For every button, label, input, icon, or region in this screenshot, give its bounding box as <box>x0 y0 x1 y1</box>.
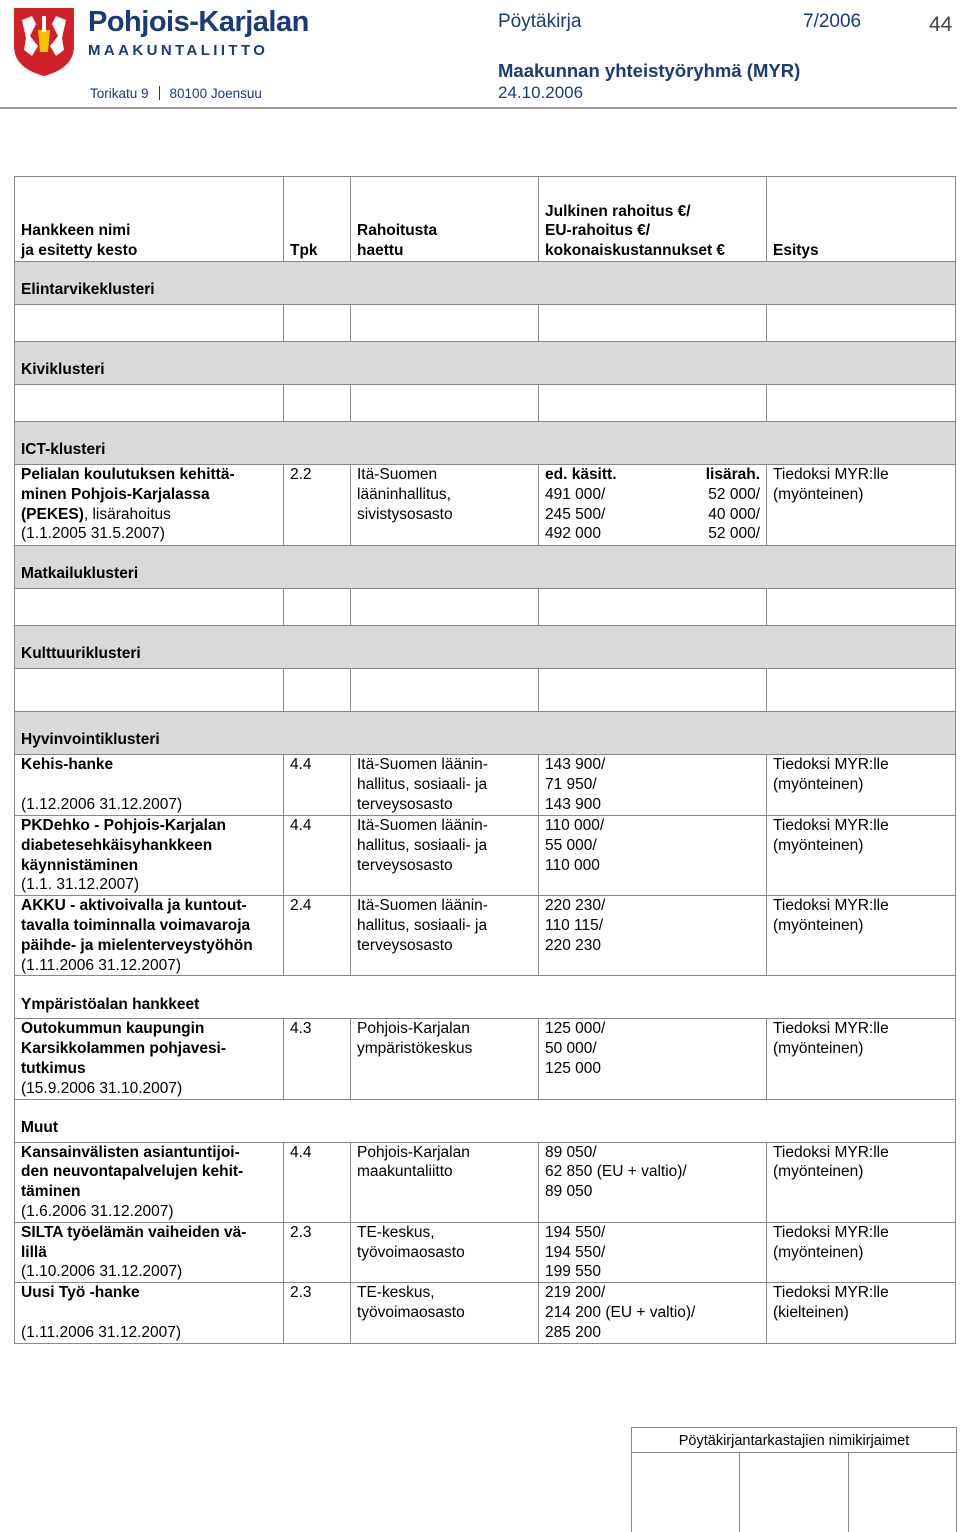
section-row <box>15 262 956 305</box>
table-row <box>15 1283 956 1343</box>
project-name-outokummun: Outokummun kaupungin Karsikkolammen pohjavesi- tutkimus (15.9.2006 31.10.2007) <box>15 1019 284 1099</box>
funding: 89 050/ 62 850 (EU + valtio)/ 89 050 <box>539 1142 767 1222</box>
section-kulttuuri: Kulttuuriklusteri <box>15 626 956 669</box>
section-row <box>15 1099 956 1142</box>
table-row <box>15 1142 956 1222</box>
project-name-silta: SILTA työelämän vaiheiden vä- lillä (1.10.2006 31.12.2007) <box>15 1222 284 1282</box>
section-row <box>15 712 956 755</box>
project-table <box>14 176 956 1344</box>
page-number: 44 <box>929 13 953 36</box>
funder: Itä-Suomen läänin- hallitus, sosiaali- ja terveysosasto <box>351 816 539 896</box>
section-muut: Muut <box>15 1099 956 1142</box>
empty-row <box>15 385 956 422</box>
esitys: Tiedoksi MYR:lle (myönteinen) <box>767 465 956 546</box>
table-row <box>15 1222 956 1282</box>
table-row <box>15 1019 956 1099</box>
esitys: Tiedoksi MYR:lle (myönteinen) <box>767 1142 956 1222</box>
funder: Itä-Suomen läänin- hallitus, sosiaali- ja terveysosasto <box>351 896 539 976</box>
coat-of-arms-logo <box>12 6 76 78</box>
table-row <box>15 755 956 816</box>
signature-box <box>631 1427 957 1532</box>
project-name-kehis: Kehis-hanke (1.12.2006 31.12.2007) <box>15 755 284 816</box>
funder: Pohjois-Karjalan ympäristökeskus <box>351 1019 539 1099</box>
section-hyvinvointi: Hyvinvointiklusteri <box>15 712 956 755</box>
tpk: 2.4 <box>284 896 351 976</box>
document-number: 7/2006 <box>803 11 862 32</box>
empty-row <box>15 305 956 342</box>
project-name-akku: AKKU - aktivoivalla ja kuntout- tavalla toiminnalla voimavaroja päihde- ja mielenterveystyöhön (1.11.2006 31.12.2007) <box>15 896 284 976</box>
funder: TE-keskus, työvoimaosasto <box>351 1283 539 1343</box>
header-name: Hankkeen nimi ja esitetty kesto <box>15 177 284 262</box>
table-row <box>15 465 956 546</box>
project-name-kansainvalisten: Kansainvälisten asiantuntijoi- den neuvontapalvelujen kehit- täminen (1.6.2006 31.12.2007) <box>15 1142 284 1222</box>
esitys: Tiedoksi MYR:lle (myönteinen) <box>767 1222 956 1282</box>
section-kivi: Kiviklusteri <box>15 342 956 385</box>
address-separator <box>159 86 160 100</box>
funding: 125 000/ 50 000/ 125 000 <box>539 1019 767 1099</box>
signature-field[interactable] <box>632 1453 740 1532</box>
esitys: Tiedoksi MYR:lle (myönteinen) <box>767 755 956 816</box>
section-row <box>15 342 956 385</box>
address-street: Torikatu 9 <box>90 86 149 101</box>
section-matkailu: Matkailuklusteri <box>15 546 956 589</box>
project-name-pekes: Pelialan koulutuksen kehittä- minen Pohjois-Karjalassa (PEKES), lisärahoitus (1.1.2005 31.5.2007) <box>15 465 284 546</box>
tpk: 4.3 <box>284 1019 351 1099</box>
project-name-uusityo: Uusi Työ -hanke (1.11.2006 31.12.2007) <box>15 1283 284 1343</box>
tpk: 2.3 <box>284 1222 351 1282</box>
address-city: 80100 Joensuu <box>169 86 262 101</box>
header-tpk: Tpk <box>284 177 351 262</box>
tpk: 4.4 <box>284 816 351 896</box>
empty-row <box>15 589 956 626</box>
funder: Itä-Suomen lääninhallitus, sivistysosasto <box>351 465 539 546</box>
project-name-pkdehko: PKDehko - Pohjois-Karjalan diabetesehkäisyhankkeen käynnistäminen (1.1. 31.12.2007) <box>15 816 284 896</box>
tpk: 2.2 <box>284 465 351 546</box>
tpk: 4.4 <box>284 1142 351 1222</box>
funding: 110 000/ 55 000/ 110 000 <box>539 816 767 896</box>
document-type: Pöytäkirja <box>498 11 582 32</box>
header-esitys: Esitys <box>767 177 956 262</box>
esitys: Tiedoksi MYR:lle (kielteinen) <box>767 1283 956 1343</box>
signature-label: Pöytäkirjantarkastajien nimikirjaimet <box>632 1428 956 1453</box>
header-divider <box>0 107 957 109</box>
esitys: Tiedoksi MYR:lle (myönteinen) <box>767 816 956 896</box>
section-row <box>15 546 956 589</box>
signature-fields <box>632 1453 956 1532</box>
section-row <box>15 422 956 465</box>
address <box>90 86 262 101</box>
table-row <box>15 896 956 976</box>
esitys: Tiedoksi MYR:lle (myönteinen) <box>767 896 956 976</box>
funder: Itä-Suomen läänin- hallitus, sosiaali- ja terveysosasto <box>351 755 539 816</box>
meeting-date: 24.10.2006 <box>498 83 584 102</box>
header-funding: Julkinen rahoitus €/ EU-rahoitus €/ kokonaiskustannukset € <box>539 177 767 262</box>
funding: 219 200/ 214 200 (EU + valtio)/ 285 200 <box>539 1283 767 1343</box>
funding: ed. käsitt. lisärah. 491 000/ 52 000/ 245 500/ 40 000/ 492 000 52 000/ <box>539 465 767 546</box>
org-name: Pohjois-Karjalan <box>88 6 309 38</box>
empty-row <box>15 669 956 712</box>
table-header-row <box>15 177 956 262</box>
table-row <box>15 816 956 896</box>
funding: 194 550/ 194 550/ 199 550 <box>539 1222 767 1282</box>
signature-field[interactable] <box>740 1453 848 1532</box>
section-ymparisto: Ympäristöalan hankkeet <box>15 976 956 1019</box>
org-subtitle: MAAKUNTALIITTO <box>88 42 269 59</box>
funder: Pohjois-Karjalan maakuntaliitto <box>351 1142 539 1222</box>
section-row <box>15 626 956 669</box>
section-row <box>15 976 956 1019</box>
tpk: 2.3 <box>284 1283 351 1343</box>
funder: TE-keskus, työvoimaosasto <box>351 1222 539 1282</box>
header-funder: Rahoitusta haettu <box>351 177 539 262</box>
funding: 220 230/ 110 115/ 220 230 <box>539 896 767 976</box>
signature-field[interactable] <box>849 1453 956 1532</box>
funding: 143 900/ 71 950/ 143 900 <box>539 755 767 816</box>
section-elintarvike: Elintarvikeklusteri <box>15 262 956 305</box>
section-ict: ICT-klusteri <box>15 422 956 465</box>
tpk: 4.4 <box>284 755 351 816</box>
organization-group: Maakunnan yhteistyöryhmä (MYR) <box>498 60 801 81</box>
esitys: Tiedoksi MYR:lle (myönteinen) <box>767 1019 956 1099</box>
